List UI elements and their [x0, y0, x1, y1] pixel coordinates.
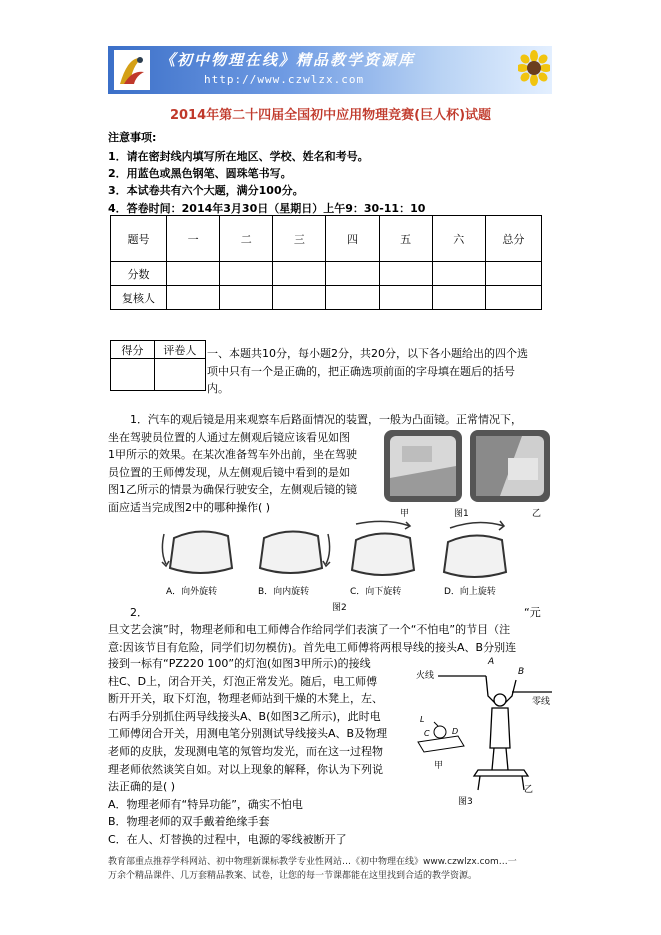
q2-line: 法正确的是( ) — [108, 780, 176, 794]
q2-line: 老师的皮肤，发现测电笔的氖管均发光，而在这一过程物 — [108, 744, 383, 758]
q2-number: 2． — [130, 606, 148, 619]
score-cell[interactable] — [485, 262, 541, 286]
score-header: 二 — [220, 216, 273, 262]
figure-2-operations — [160, 518, 520, 600]
instruction-line: 项中只有一个是正确的，把正确选项前面的字母填在题后的括号 — [207, 364, 515, 378]
q1-line: 坐在驾驶员位置的人通过左侧观后镜应该看见如图 — [108, 430, 350, 444]
q2-line: 理老师依然谈笑自如。对以上现象的解释，你认为下列说 — [108, 762, 383, 776]
score-cell[interactable] — [326, 262, 379, 286]
q2-line: 接到一标有“PZ220 100”的灯泡(如图3甲所示)的接线 — [108, 657, 371, 670]
label-d: D — [452, 727, 459, 736]
score-table — [110, 215, 542, 310]
note-item: 3．本试卷共有六个大题，满分100分。 — [108, 184, 304, 197]
q2-line: 断开开关，取下灯泡，物理老师站到干燥的木凳上，左、 — [108, 692, 383, 706]
q2-line: 旦文艺会演”时，物理老师和电工师傅合作给同学们表演了一个“不怕电”的节目（注 — [108, 623, 511, 636]
label-jia: 甲 — [434, 761, 444, 771]
fig3-caption: 图3 — [458, 797, 473, 807]
q2-option: A．物理老师有“特异功能”，确实不怕电 — [108, 797, 303, 811]
score-cell[interactable] — [220, 286, 273, 310]
score-cell[interactable] — [273, 286, 326, 310]
score-cell[interactable] — [379, 286, 432, 310]
score-cell[interactable] — [379, 262, 432, 286]
q2-line: 工师傅闭合开关，用测电笔分别测试导线接头A、B及物理 — [108, 727, 388, 741]
score-header: 三 — [273, 216, 326, 262]
sunflower-icon — [518, 50, 550, 90]
teacher-figure-icon — [486, 676, 516, 770]
exam-title: 2014年第二十四届全国初中应用物理竞赛(巨人杯)试题 — [169, 108, 492, 123]
instruction-line: 内。 — [207, 382, 229, 396]
label-a: A — [488, 657, 495, 667]
score-row-label: 复核人 — [111, 286, 167, 310]
score-cell[interactable] — [432, 262, 485, 286]
score-cell[interactable] — [167, 286, 220, 310]
score-cell[interactable] — [167, 262, 220, 286]
fig2-option-d: D．向上旋转 — [444, 587, 496, 597]
mirror-down-icon — [352, 521, 414, 575]
grader-header: 评卷人 — [154, 341, 205, 359]
score-header: 题号 — [111, 216, 167, 262]
score-header: 六 — [432, 216, 485, 262]
label-live: 火线 — [416, 671, 435, 681]
score-header: 总分 — [485, 216, 541, 262]
label-l: L — [420, 715, 425, 724]
footer-line: 万余个精品课件、几万套精品教案、试卷，让您的每一节课都能在这里找到合适的教学资源。 — [108, 871, 478, 881]
q2-option: B．物理老师的双手戴着绝缘手套 — [108, 815, 270, 829]
banner-url[interactable]: http://www.czwlzx.com — [204, 73, 365, 86]
q2-line: 意:因该节目有危险，同学们切勿模仿)。首先电工师傅将两根导线的接头A、B分别连 — [108, 640, 517, 654]
mirror-jia-icon — [384, 430, 462, 502]
section1-instruction — [207, 345, 557, 398]
q2-line: 柱C、D上，闭合开关，灯泡正常发光。随后，电工师傅 — [108, 674, 378, 688]
question-2-wrap-lines — [108, 655, 408, 849]
label-yi: 乙 — [524, 785, 534, 795]
figure-3-circuit — [408, 652, 558, 812]
fig2-option-b: B．向内旋转 — [258, 587, 310, 597]
figure-1-mirrors — [382, 428, 554, 520]
page-footer — [108, 855, 554, 883]
question-2-full-lines — [108, 621, 558, 656]
score-cell[interactable] — [273, 262, 326, 286]
fig2-option-a: A．向外旋转 — [166, 587, 218, 597]
label-c: C — [424, 729, 430, 738]
score-cell[interactable] — [485, 286, 541, 310]
score-header: 五 — [379, 216, 432, 262]
q1-line: 员位置的王师傅发现，从左侧观后镜中看到的是如 — [108, 465, 350, 479]
mirror-inward-icon — [260, 531, 330, 573]
notes-heading: 注意事项: — [108, 131, 157, 144]
header-banner — [108, 46, 552, 94]
score-cell[interactable] — [432, 286, 485, 310]
q2-quote-start: “元 — [524, 606, 541, 619]
footer-line: 教育部重点推荐学科网站、初中物理新课标教学专业性网站…《初中物理在线》www.czwlzx.com…一 — [108, 857, 517, 867]
score-row-label: 分数 — [111, 262, 167, 286]
label-neutral: 零线 — [532, 697, 551, 707]
mirror-outward-icon — [162, 531, 232, 573]
banner-title: 《初中物理在线》精品教学资源库 — [160, 51, 416, 69]
q2-line: 右两手分别抓住两导线接头A、B(如图3乙所示)，此时电 — [108, 709, 381, 723]
instruction-line: 一、本题共10分，每小题2分，共20分，以下各小题给出的四个选 — [207, 347, 528, 360]
note-item: 4．答卷时间：2014年3月30日（星期日）上午9：30-11：10 — [108, 202, 426, 215]
fig2-caption: 图2 — [332, 603, 347, 613]
fig1-label-yi: 乙 — [532, 509, 542, 519]
grader-header: 得分 — [111, 341, 155, 359]
logo-icon — [114, 50, 150, 90]
label-b: B — [518, 667, 525, 677]
grader-cell[interactable] — [154, 359, 205, 391]
score-header: 一 — [167, 216, 220, 262]
score-cell[interactable] — [220, 262, 273, 286]
fig2-option-c: C．向下旋转 — [350, 587, 402, 597]
note-item: 2．用蓝色或黑色钢笔、圆珠笔书写。 — [108, 167, 292, 180]
q1-line: 1．汽车的观后镜是用来观察车后路面情况的装置，一般为凸面镜。正常情况下， — [130, 413, 522, 426]
note-item: 1．请在密封线内填写所在地区、学校、姓名和考号。 — [108, 150, 369, 163]
fig1-caption: 图1 — [454, 509, 469, 519]
fig1-label-jia: 甲 — [400, 509, 410, 519]
mirror-yi-icon — [470, 430, 550, 502]
mirror-up-icon — [444, 521, 506, 577]
q2-option: C．在人、灯替换的过程中，电源的零线被断开了 — [108, 832, 347, 846]
grader-cell[interactable] — [111, 359, 155, 391]
grader-table — [110, 340, 206, 391]
q1-line: 图1乙所示的情景为确保行驶安全，左侧观后镜的镜 — [108, 483, 357, 497]
q1-line: 1甲所示的效果。在某次准备驾车外出前，坐在驾驶 — [108, 448, 357, 462]
q1-line: 面应适当完成图2中的哪种操作( ) — [108, 500, 271, 514]
score-header: 四 — [326, 216, 379, 262]
stool-icon — [474, 770, 528, 790]
score-cell[interactable] — [326, 286, 379, 310]
